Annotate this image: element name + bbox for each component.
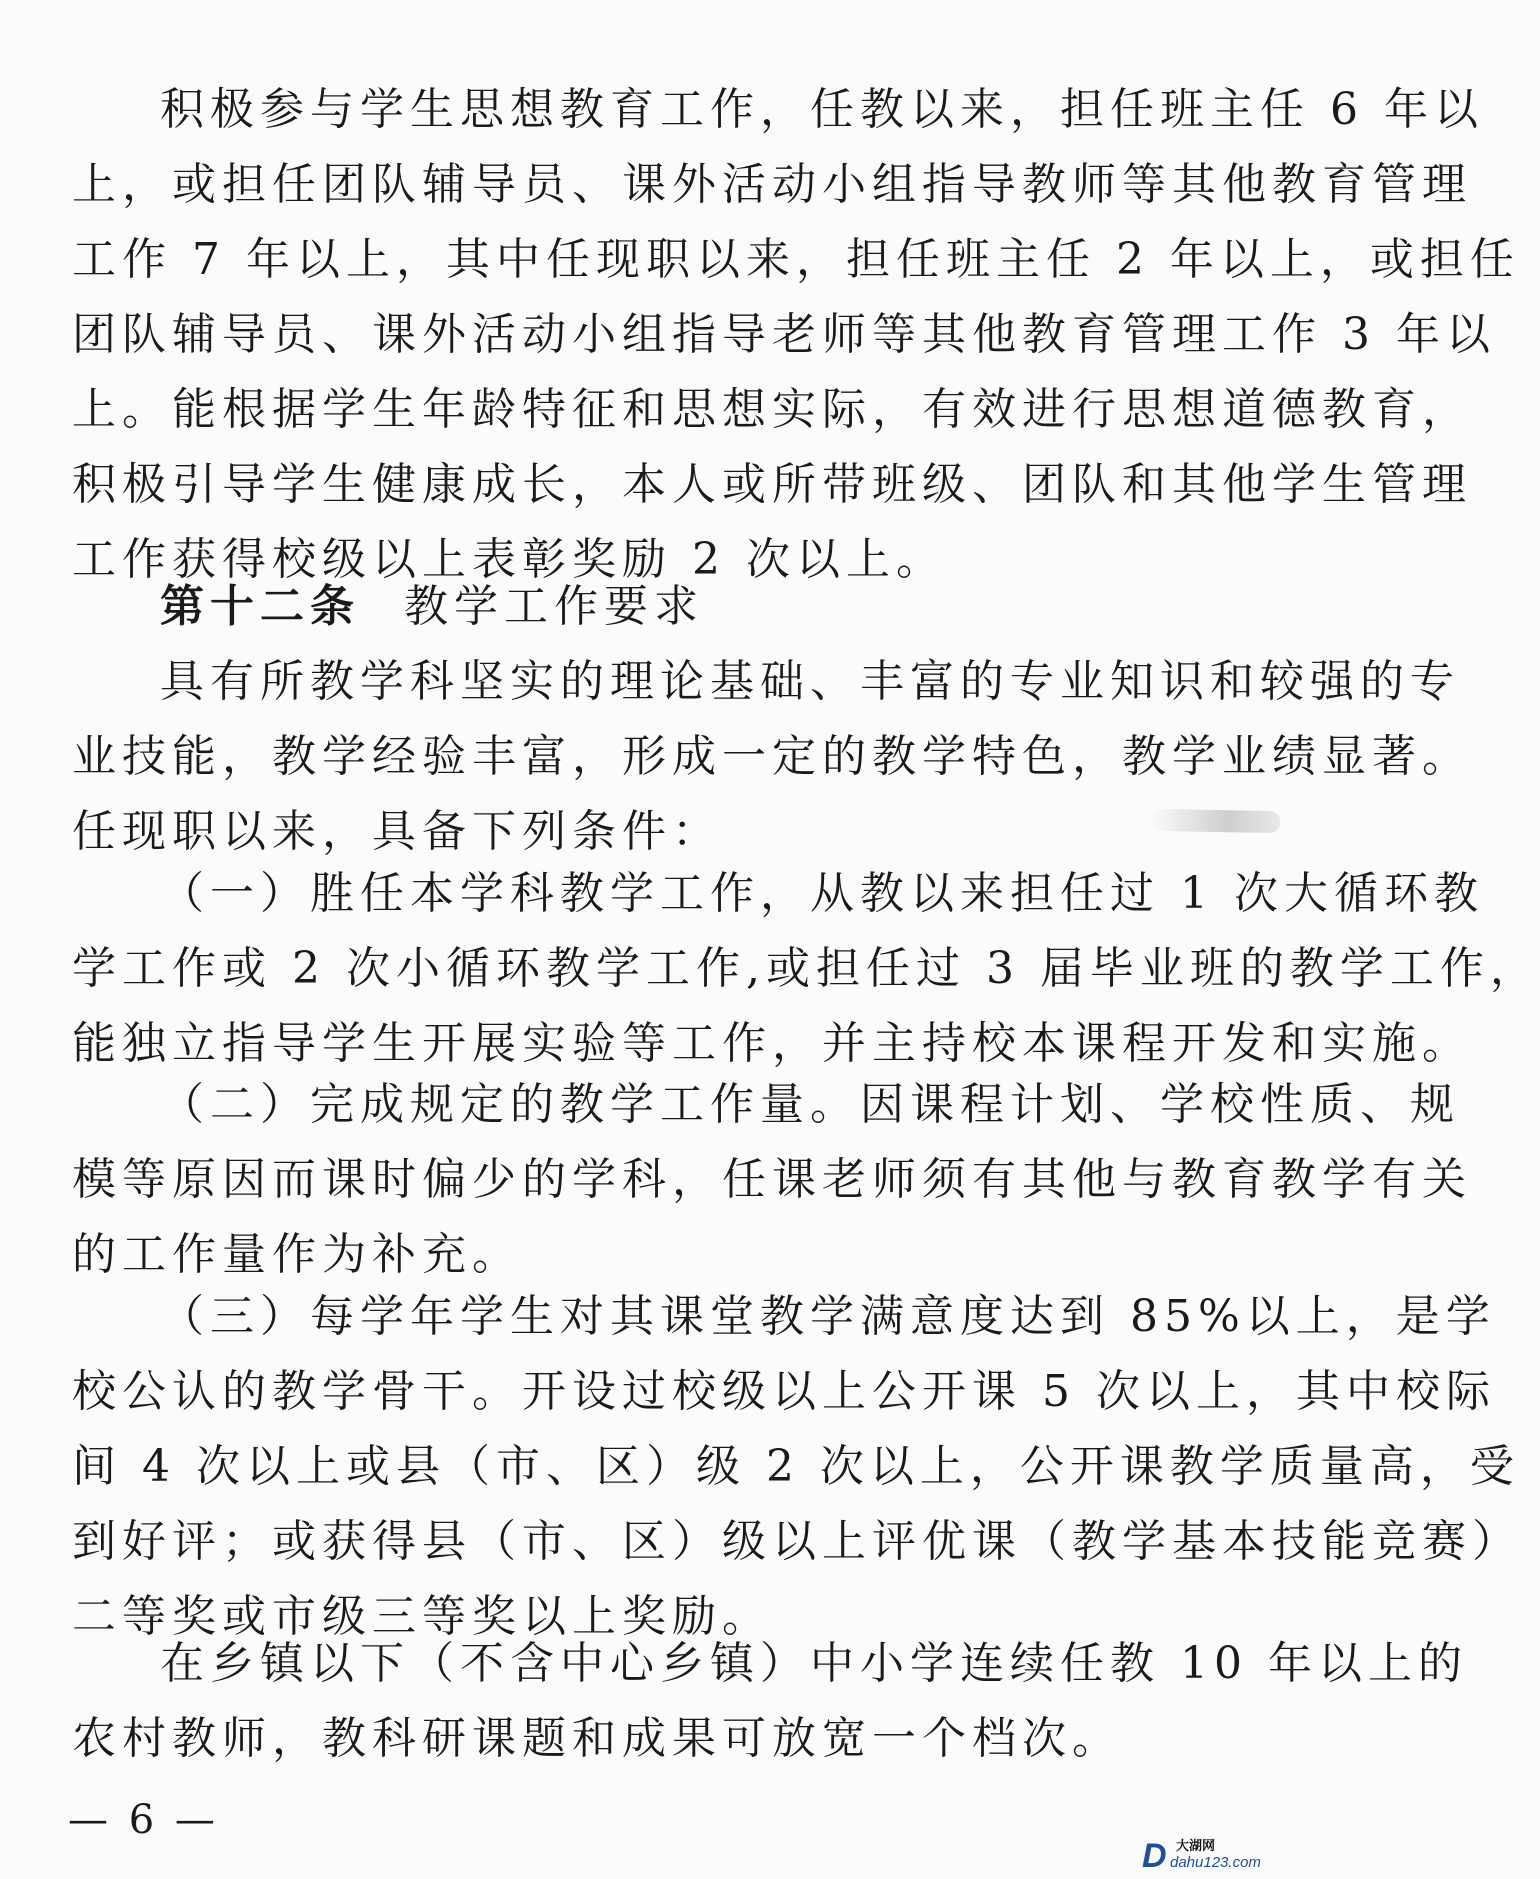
paragraph-item-1	[72, 856, 1540, 1081]
text-line: 到好评；或获得县（市、区）级以上评优课（教学基本技能竞赛）	[72, 1516, 1522, 1567]
watermark-logo-icon: D	[1142, 1837, 1167, 1875]
article-title: 教学工作要求	[404, 581, 704, 632]
site-watermark	[1142, 1838, 1276, 1876]
text-line: 在乡镇以下（不含中心乡镇）中小学连续任教 10 年以上的	[160, 1638, 1468, 1689]
text-line: （二）完成规定的教学工作量。因课程计划、学校性质、规	[160, 1079, 1460, 1130]
paragraph-rural-teachers	[72, 1626, 1468, 1776]
page-number: — 6 —	[68, 1797, 219, 1843]
text-line: 农村教师，教科研课题和成果可放宽一个档次。	[72, 1713, 1122, 1764]
text-line: 校公认的教学骨干。开设过校级以上公开课 5 次以上，其中校际	[72, 1366, 1496, 1417]
text-line: 业技能，教学经验丰富，形成一定的教学特色，教学业绩显著。	[72, 731, 1472, 782]
text-line: 上，或担任团队辅导员、课外活动小组指导教师等其他教育管理	[72, 159, 1472, 210]
watermark-url: dahu123.com	[1170, 1854, 1261, 1871]
text-line: 的工作量作为补充。	[72, 1229, 522, 1280]
text-line: 上。能根据学生年龄特征和思想实际，有效进行思想道德教育，	[72, 384, 1472, 435]
text-line: 团队辅导员、课外活动小组指导老师等其他教育管理工作 3 年以	[72, 309, 1496, 360]
paragraph-item-3	[72, 1279, 1522, 1654]
text-line: （一）胜任本学科教学工作，从教以来担任过 1 次大循环教	[160, 868, 1484, 919]
article-heading-line	[72, 569, 1222, 644]
text-line: 能独立指导学生开展实验等工作，并主持校本课程开发和实施。	[72, 1018, 1472, 1069]
article-heading	[72, 569, 1222, 644]
text-line: 积极参与学生思想教育工作，任教以来，担任班主任 6 年以	[160, 84, 1484, 135]
text-line: 模等原因而课时偏少的学科，任课老师须有其他与教育教学有关	[72, 1154, 1472, 1205]
paragraph-item-2	[72, 1067, 1472, 1292]
paragraph-teaching-requirements	[72, 644, 1472, 869]
text-line: 工作获得校级以上表彰奖励 2 次以上。	[72, 534, 946, 585]
text-line: 工作 7 年以上，其中任现职以来，担任班主任 2 年以上，或担任	[72, 234, 1520, 285]
text-line: 间 4 次以上或县（市、区）级 2 次以上，公开课教学质量高，受	[72, 1441, 1520, 1492]
scan-smudge	[1150, 809, 1280, 833]
paragraph-moral-education	[72, 72, 1520, 597]
text-line: （三）每学年学生对其课堂教学满意度达到 85%以上，是学	[160, 1291, 1496, 1342]
text-line: 二等奖或市级三等奖以上奖励。	[72, 1591, 772, 1642]
article-number: 第十二条	[160, 581, 360, 632]
text-line: 学工作或 2 次小循环教学工作,或担任过 3 届毕业班的教学工作，	[72, 943, 1540, 994]
text-line: 积极引导学生健康成长，本人或所带班级、团队和其他学生管理	[72, 459, 1472, 510]
text-line: 任现职以来，具备下列条件：	[72, 806, 722, 857]
watermark-name: 大湖网	[1176, 1838, 1216, 1853]
text-line: 具有所教学科坚实的理论基础、丰富的专业知识和较强的专	[160, 656, 1460, 707]
